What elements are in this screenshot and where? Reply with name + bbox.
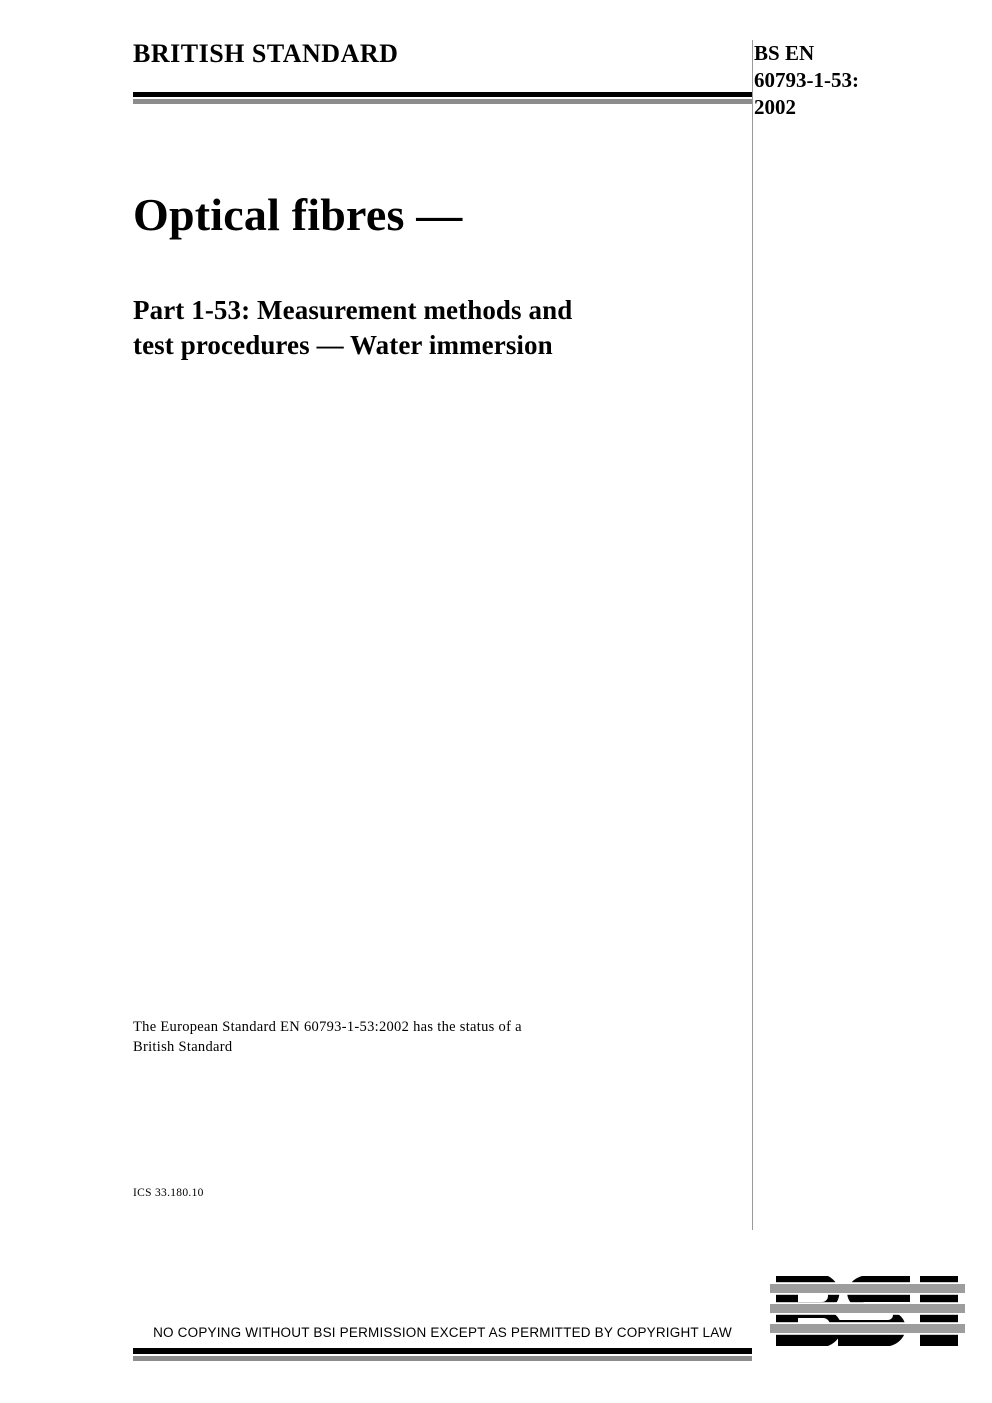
footer-rule-black bbox=[133, 1348, 752, 1354]
status-note: The European Standard EN 60793-1-53:2002 has the status of a British Standard bbox=[133, 1019, 522, 1055]
copyright-notice: NO COPYING WITHOUT BSI PERMISSION EXCEPT AS PERMITTED BY COPYRIGHT LAW bbox=[153, 1325, 732, 1340]
page-title: Optical fibres — bbox=[133, 189, 463, 240]
publisher-brand: BRITISH STANDARD bbox=[133, 39, 399, 68]
header-rule-grey bbox=[133, 99, 752, 104]
ics-code: ICS 33.180.10 bbox=[133, 1187, 204, 1199]
bsi-logo bbox=[770, 1270, 965, 1355]
vertical-divider bbox=[752, 40, 753, 1230]
header bbox=[133, 40, 859, 121]
page-subtitle: Part 1-53: Measurement methods and test procedures — Water immersion bbox=[133, 295, 573, 360]
footer-rule-grey bbox=[133, 1356, 752, 1361]
document-reference: BS EN 60793-1-53: 2002 bbox=[754, 41, 859, 119]
header-rule-black bbox=[133, 92, 752, 97]
